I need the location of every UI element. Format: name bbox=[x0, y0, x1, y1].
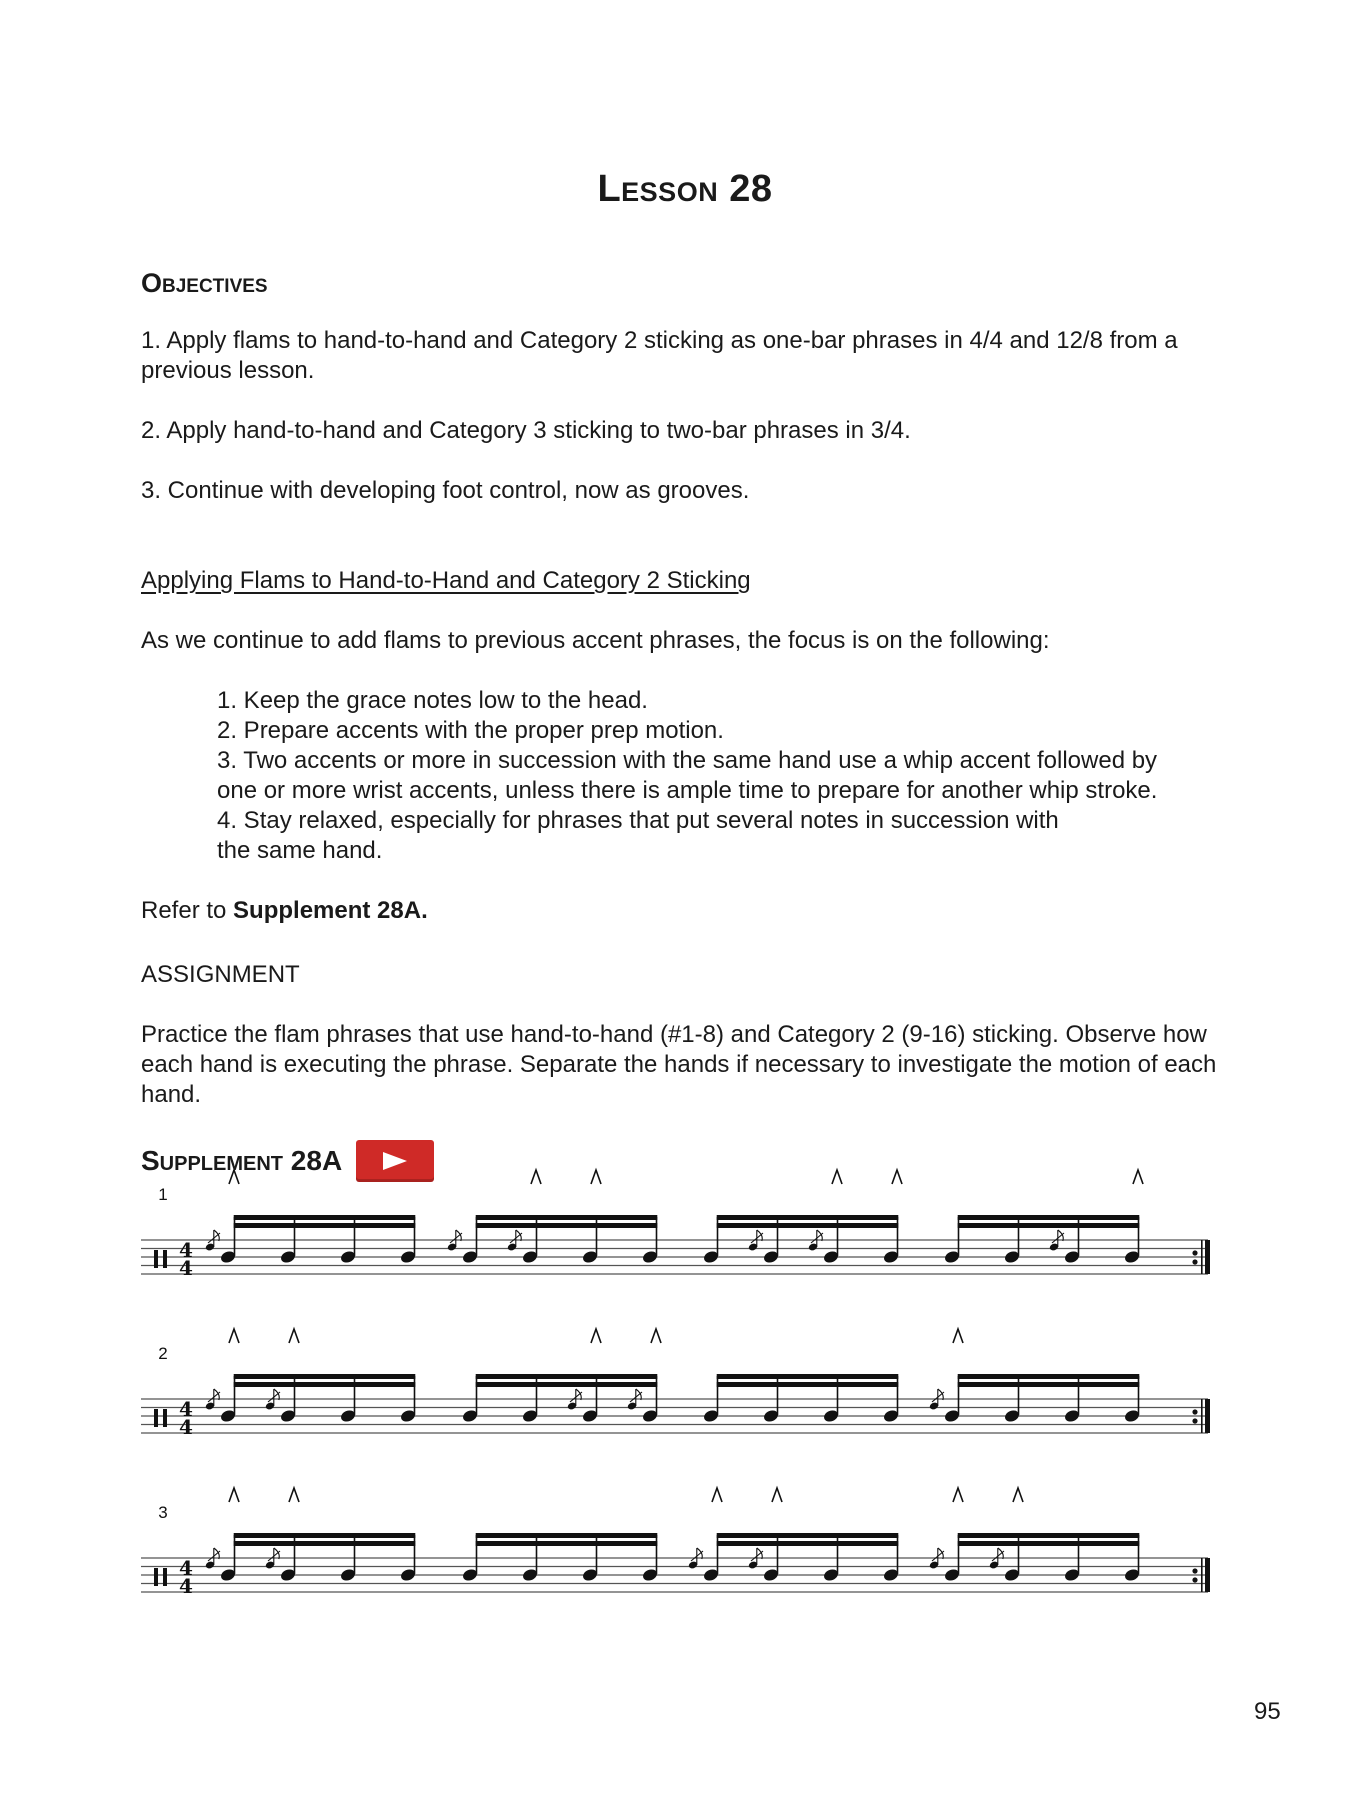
beam-primary bbox=[234, 1533, 416, 1538]
time-signature-top: 4 bbox=[179, 1397, 193, 1421]
time-signature-bottom: 4 bbox=[179, 1415, 193, 1439]
barline-thick bbox=[1205, 1399, 1210, 1433]
staff-exercise-1 bbox=[141, 1170, 1210, 1280]
repeat-dot bbox=[1192, 1250, 1197, 1255]
beam-secondary bbox=[958, 1541, 1140, 1546]
accent-mark bbox=[229, 1170, 239, 1184]
beam-primary bbox=[958, 1374, 1140, 1379]
objective-item-3: 3. Continue with developing foot control, now as grooves. bbox=[141, 477, 750, 504]
percussion-clef bbox=[163, 1409, 167, 1427]
accent-mark bbox=[289, 1488, 299, 1502]
objective-item-1: 1. Apply flams to hand-to-hand and Category 2 sticking as one-bar phrases in 4/4 and 12/8 from a previous lesson. bbox=[141, 327, 1178, 384]
repeat-dot bbox=[1192, 1409, 1197, 1414]
beam-secondary bbox=[717, 1541, 899, 1546]
section-heading: Applying Flams to Hand-to-Hand and Category 2 Sticking bbox=[141, 567, 751, 594]
barline-thin bbox=[1201, 1240, 1203, 1274]
beam-secondary bbox=[958, 1223, 1140, 1228]
accent-mark bbox=[953, 1488, 963, 1502]
beam-primary bbox=[958, 1215, 1140, 1220]
page-number: 95 bbox=[1254, 1698, 1281, 1725]
beam-secondary bbox=[234, 1382, 416, 1387]
assignment-heading: ASSIGNMENT bbox=[141, 961, 300, 988]
staff-exercise-2 bbox=[141, 1329, 1210, 1439]
staff-exercise-3 bbox=[141, 1488, 1210, 1598]
accent-mark bbox=[772, 1488, 782, 1502]
percussion-clef bbox=[154, 1250, 158, 1268]
accent-mark bbox=[832, 1170, 842, 1184]
accent-mark bbox=[289, 1329, 299, 1343]
accent-mark bbox=[1013, 1488, 1023, 1502]
accent-mark bbox=[651, 1329, 661, 1343]
beam-primary bbox=[717, 1374, 899, 1379]
exercise-number: 2 bbox=[158, 1344, 168, 1363]
beam-primary bbox=[476, 1374, 658, 1379]
beam-secondary bbox=[717, 1223, 899, 1228]
beam-primary bbox=[476, 1215, 658, 1220]
percussion-clef bbox=[163, 1568, 167, 1586]
percussion-clef bbox=[163, 1250, 167, 1268]
focus-item-4: 4. Stay relaxed, especially for phrases that put several notes in succession with the same hand. bbox=[217, 807, 1059, 864]
accent-mark bbox=[1133, 1170, 1143, 1184]
accent-mark bbox=[591, 1170, 601, 1184]
time-signature-bottom: 4 bbox=[179, 1574, 193, 1598]
supplement-reference: Supplement 28A. bbox=[233, 897, 428, 924]
assignment-text: Practice the flam phrases that use hand-to-hand (#1-8) and Category 2 (9-16) sticking. Observe how each hand is executing the phrase. Separate the hands if necessary to investigate the motion of each hand. bbox=[141, 1021, 1217, 1108]
accent-mark bbox=[229, 1488, 239, 1502]
beam-secondary bbox=[234, 1541, 416, 1546]
beam-primary bbox=[234, 1215, 416, 1220]
accent-mark bbox=[591, 1329, 601, 1343]
beam-secondary bbox=[476, 1223, 658, 1228]
beam-primary bbox=[717, 1533, 899, 1538]
accent-mark bbox=[531, 1170, 541, 1184]
beam-secondary bbox=[958, 1382, 1140, 1387]
accent-mark bbox=[953, 1329, 963, 1343]
accent-mark bbox=[892, 1170, 902, 1184]
barline-thick bbox=[1205, 1240, 1210, 1274]
percussion-clef bbox=[154, 1409, 158, 1427]
section-intro: As we continue to add flams to previous accent phrases, the focus is on the following: bbox=[141, 627, 1050, 654]
objective-item-2: 2. Apply hand-to-hand and Category 3 sticking to two-bar phrases in 3/4. bbox=[141, 417, 911, 444]
accent-mark bbox=[229, 1329, 239, 1343]
time-signature-top: 4 bbox=[179, 1238, 193, 1262]
objectives-heading: Objectives bbox=[141, 268, 268, 298]
beam-secondary bbox=[234, 1223, 416, 1228]
time-signature-bottom: 4 bbox=[179, 1256, 193, 1280]
repeat-dot bbox=[1192, 1577, 1197, 1582]
beam-secondary bbox=[476, 1382, 658, 1387]
time-signature-top: 4 bbox=[179, 1556, 193, 1580]
focus-item-2: 2. Prepare accents with the proper prep motion. bbox=[217, 717, 724, 744]
barline-thin bbox=[1201, 1399, 1203, 1433]
beam-secondary bbox=[476, 1541, 658, 1546]
barline-thin bbox=[1201, 1558, 1203, 1592]
beam-primary bbox=[717, 1215, 899, 1220]
repeat-dot bbox=[1192, 1418, 1197, 1423]
beam-primary bbox=[234, 1374, 416, 1379]
focus-item-3: 3. Two accents or more in succession with the same hand use a whip accent followed by one or more wrist accents, unless there is ample time to prepare for another whip stroke. bbox=[217, 747, 1158, 804]
focus-item-1: 1. Keep the grace notes low to the head. bbox=[217, 687, 648, 714]
exercise-number: 3 bbox=[158, 1503, 168, 1522]
supplement-title: Supplement 28A bbox=[141, 1145, 343, 1176]
barline-thick bbox=[1205, 1558, 1210, 1592]
accent-mark bbox=[712, 1488, 722, 1502]
beam-secondary bbox=[717, 1382, 899, 1387]
beam-primary bbox=[958, 1533, 1140, 1538]
lesson-title: Lesson 28 bbox=[597, 168, 773, 210]
beam-primary bbox=[476, 1533, 658, 1538]
refer-line: Refer to Supplement 28A. bbox=[141, 897, 428, 924]
exercise-number: 1 bbox=[158, 1185, 168, 1204]
repeat-dot bbox=[1192, 1259, 1197, 1264]
percussion-clef bbox=[154, 1568, 158, 1586]
repeat-dot bbox=[1192, 1568, 1197, 1573]
